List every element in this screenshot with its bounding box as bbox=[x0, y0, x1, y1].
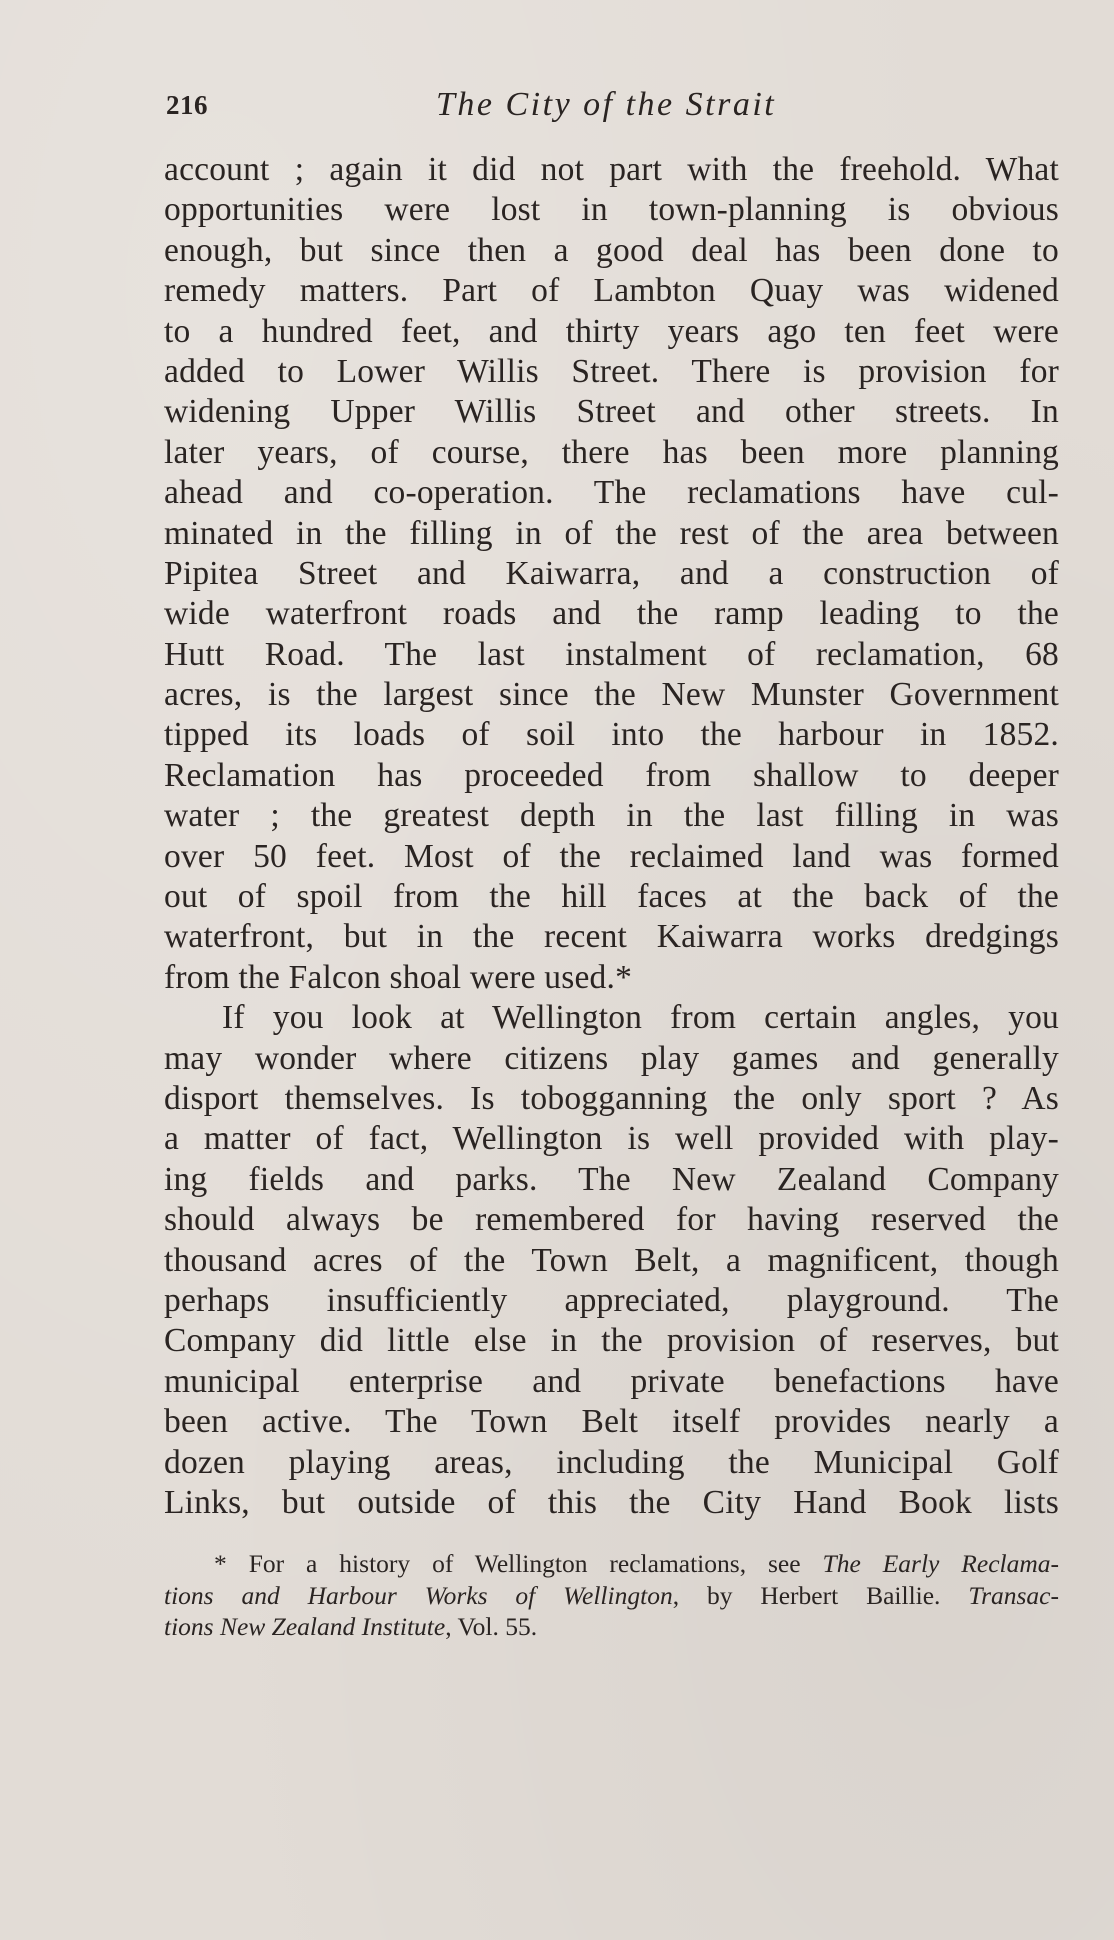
text-line: later years, of course, there has been more planning bbox=[164, 433, 1059, 471]
text-line: disport themselves. Is tobogganning the only sport ? As bbox=[164, 1079, 1059, 1117]
footnote-line bbox=[164, 1611, 1059, 1643]
footnote-text: * For a history of Wellington reclamations, see bbox=[214, 1549, 823, 1578]
text-line: thousand acres of the Town Belt, a magnificent, though bbox=[164, 1241, 1059, 1279]
footnote-line bbox=[164, 1548, 1059, 1580]
footnote-line bbox=[164, 1580, 1059, 1612]
body-text bbox=[164, 150, 1059, 1523]
text-line: Company did little else in the provision of reserves, but bbox=[164, 1322, 1059, 1360]
footnote-text: , Vol. 55. bbox=[445, 1612, 538, 1641]
text-line: dozen playing areas, including the Municipal Golf bbox=[164, 1443, 1059, 1481]
text-line: enough, but since then a good deal has been done to bbox=[164, 231, 1059, 269]
text-line: out of spoil from the hill faces at the back of the bbox=[164, 878, 1059, 916]
text-line: from the Falcon shoal were used.* bbox=[164, 958, 633, 996]
text-line: minated in the filling in of the rest of the area between bbox=[164, 514, 1059, 552]
footnote bbox=[164, 1548, 1059, 1643]
running-title: The City of the Strait bbox=[436, 86, 777, 123]
text-line: perhaps insufficiently appreciated, playground. The bbox=[164, 1281, 1059, 1319]
text-line: Pipitea Street and Kaiwarra, and a construction of bbox=[164, 554, 1059, 592]
text-line: wide waterfront roads and the ramp leading to the bbox=[164, 595, 1059, 633]
running-head bbox=[166, 86, 1062, 136]
text-line: waterfront, but in the recent Kaiwarra works dredgings bbox=[164, 918, 1059, 956]
text-line: Links, but outside of this the City Hand Book lists bbox=[164, 1483, 1059, 1521]
text-line: ing fields and parks. The New Zealand Company bbox=[164, 1160, 1059, 1198]
text-line: account ; again it did not part with the freehold. What bbox=[164, 151, 1059, 188]
footnote-citation-journal: tions New Zealand Institute bbox=[164, 1612, 446, 1641]
text-line: should always be remembered for having reserved the bbox=[164, 1201, 1059, 1239]
text-line: water ; the greatest depth in the last filling in was bbox=[164, 797, 1059, 835]
text-line: been active. The Town Belt itself provides nearly a bbox=[164, 1403, 1059, 1441]
text-line: added to Lower Willis Street. There is provision for bbox=[164, 352, 1059, 390]
text-line: Reclamation has proceeded from shallow to deeper bbox=[164, 756, 1059, 794]
footnote-citation-title: The Early Reclama- bbox=[822, 1549, 1059, 1578]
text-line: ahead and co-operation. The reclamations have cul- bbox=[164, 474, 1059, 512]
text-line: to a hundred feet, and thirty years ago ten feet were bbox=[164, 312, 1059, 350]
page-number: 216 bbox=[166, 90, 208, 120]
paragraph-start-line: If you look at Wellington from certain angles, you bbox=[222, 999, 1059, 1037]
footnote-citation-title: tions and Harbour Works of Wellington bbox=[164, 1580, 673, 1610]
text-line: a matter of fact, Wellington is well provided with play- bbox=[164, 1120, 1059, 1158]
text-line: tipped its loads of soil into the harbour in 1852. bbox=[164, 716, 1059, 754]
text-line: opportunities were lost in town-planning is obvious bbox=[164, 191, 1059, 229]
text-line: remedy matters. Part of Lambton Quay was widened bbox=[164, 272, 1059, 310]
footnote-text: , by Herbert Baillie. bbox=[672, 1580, 969, 1610]
text-line: acres, is the largest since the New Munster Government bbox=[164, 676, 1059, 714]
text-line: municipal enterprise and private benefactions have bbox=[164, 1362, 1059, 1400]
text-line: may wonder where citizens play games and generally bbox=[164, 1039, 1059, 1077]
text-line: widening Upper Willis Street and other streets. In bbox=[164, 393, 1059, 431]
text-line: over 50 feet. Most of the reclaimed land was formed bbox=[164, 837, 1059, 875]
text-line: Hutt Road. The last instalment of reclamation, 68 bbox=[164, 635, 1059, 673]
footnote-citation-journal: Transac- bbox=[968, 1580, 1059, 1610]
